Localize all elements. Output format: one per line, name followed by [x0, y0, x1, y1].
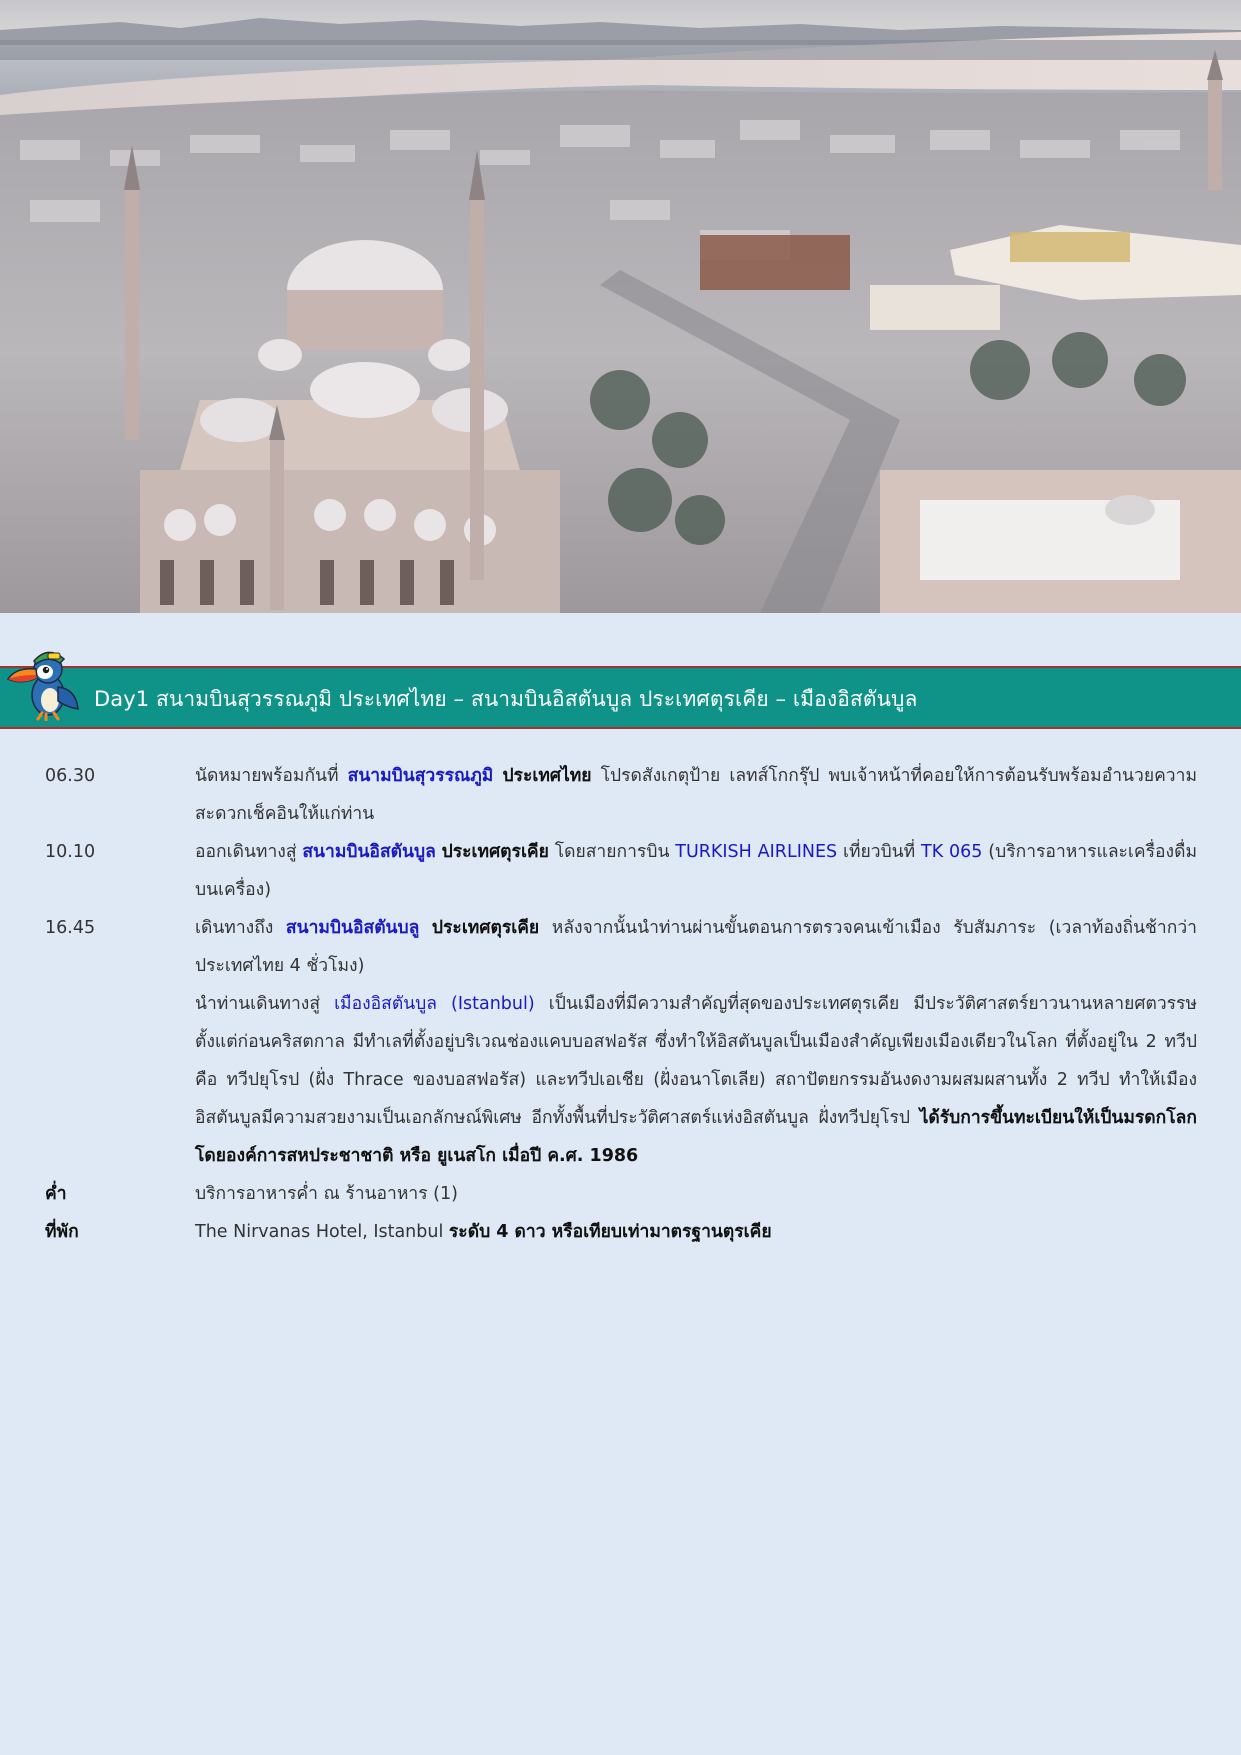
place-istanbul-city: เมืองอิสตันบูล (Istanbul) — [334, 994, 535, 1014]
day-header-bar — [0, 666, 1241, 729]
country-thailand: ประเทศไทย — [502, 766, 592, 786]
desc-text — [419, 918, 432, 938]
itinerary-row — [0, 1175, 1241, 1213]
desc-text: หลังจากนั้นนำท่านผ่านขั้นตอนการตรวจคนเข้าเมือง รับสัมภาระ (เวลาท้องถิ่นช้ากว่าประเทศไทย 4 ชั่วโมง) — [195, 918, 1198, 976]
desc-text: เป็นเมืองที่มีความสำคัญที่สุดของประเทศตุรเคีย มีประวัติศาสตร์ยาวนานหลายศตวรรษ ตั้งแต่ก่อนคริสตกาล มีทำเลที่ตั้งอยู่บริเวณช่องแคบบอสฟอรัส ซึ่งทำให้อิสตันบูลเป็นเมืองสำคัญเพียงเมืองเดียวในโลก ที่ตั้งอยู่ใน 2 ทวีป คือ ทวีปยุโรป (ฝั่ง Thrace ของบอสฟอรัส) และทวีปเอเชีย (ฝั่งอนาโตเลีย) สถาปัตยกรรมอันงดงามผสมผสานทั้ง 2 ทวีป ทำให้เมืองอิสตันบูลมีความสวยงามเป็นเอกลักษณ์พิเศษ อีกทั้งพื้นที่ประวัติศาสตร์แห่งอิสตันบูล ฝั่งทวีปยุโรป — [195, 994, 1197, 1128]
row-time: 06.30 — [45, 766, 96, 786]
row-time: 10.10 — [45, 842, 96, 862]
row-description — [195, 1213, 1197, 1251]
row-description — [195, 1175, 1197, 1213]
place-suvarnabhumi-airport: สนามบินสุวรรณภูมิ — [347, 766, 494, 786]
desc-text: นัดหมายพร้อมกันที่ — [195, 766, 348, 786]
itinerary-row — [0, 1213, 1241, 1251]
desc-text: ออกเดินทางสู่ — [195, 842, 303, 862]
desc-text: เที่ยวบินที่ — [837, 842, 922, 862]
country-turkiye: ประเทศตุรเคีย — [441, 842, 549, 862]
hotel-rating: ระดับ 4 ดาว หรือเทียบเท่ามาตรฐานตุรเคีย — [448, 1222, 772, 1242]
place-istanbul-airport: สนามบินอิสตันบูล — [302, 842, 436, 862]
desc-text: นำท่านเดินทางสู่ — [195, 994, 335, 1014]
unesco-note: ได้รับการขึ้นทะเบียนให้เป็นมรดกโลกโดยองค์การสหประชาชาติ หรือ ยูเนสโก เมื่อปี ค.ศ. 1986 — [195, 1108, 1197, 1166]
flight-number: TK 065 — [921, 842, 983, 862]
itinerary-row — [0, 985, 1241, 1175]
desc-text: โดยสายการบิน — [548, 842, 676, 862]
itinerary-row — [0, 833, 1241, 909]
row-description — [195, 833, 1197, 909]
row-time: 16.45 — [45, 918, 96, 938]
dinner-text: บริการอาหารค่ำ ณ ร้านอาหาร (1) — [195, 1184, 458, 1204]
hero-photo-istanbul-snow — [0, 0, 1241, 613]
desc-text: (บริการอาหารและเครื่องดื่มบนเครื่อง) — [195, 842, 1197, 900]
hero-illustration — [0, 0, 1241, 613]
row-label-hotel: ที่พัก — [45, 1222, 79, 1242]
toucan-mascot-icon — [2, 645, 84, 721]
row-description — [195, 757, 1197, 833]
place-istanbul-airport: สนามบินอิสตันบลู — [285, 918, 420, 938]
row-label-dinner: ค่ำ — [45, 1184, 67, 1204]
itinerary-row — [0, 757, 1241, 833]
day-title: Day1 สนามบินสุวรรณภูมิ ประเทศไทย – สนามบินอิสตันบูล ประเทศตุรเคีย – เมืองอิสตันบูล — [94, 687, 918, 711]
row-description — [195, 909, 1197, 985]
itinerary-row — [0, 909, 1241, 985]
country-turkiye: ประเทศตุรเคีย — [431, 918, 540, 938]
airline-name: TURKISH AIRLINES — [675, 842, 838, 862]
hotel-name: The Nirvanas Hotel, Istanbul — [195, 1222, 449, 1242]
desc-text: เดินทางถึง — [195, 918, 286, 938]
itinerary-day1 — [0, 757, 1241, 1251]
desc-text: โปรดสังเกตุป้าย เลทส์โกกรุ๊ป พบเจ้าหน้าที่คอยให้การต้อนรับพร้อมอำนวยความสะดวกเช็คอินให้แก่ท่าน — [195, 766, 1197, 824]
row-description — [195, 985, 1197, 1175]
